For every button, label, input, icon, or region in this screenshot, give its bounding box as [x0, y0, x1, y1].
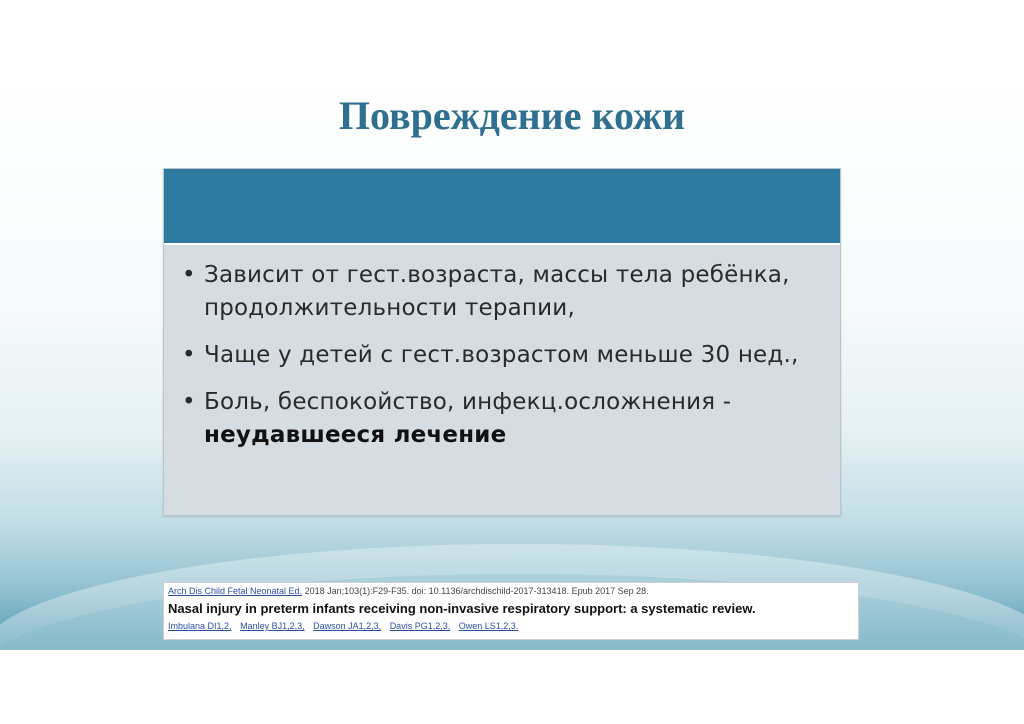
bullet-text: Чаще у детей с гест.возрастом меньше 30 нед.,	[204, 342, 799, 368]
author-link[interactable]: Owen LS1,2,3.	[458, 621, 519, 631]
bullet-list	[182, 259, 822, 466]
bullet-icon: •	[182, 342, 196, 368]
citation-title: Nasal injury in preterm infants receiving non-invasive respiratory support: a systematic review.	[168, 601, 756, 616]
citation-journal-link[interactable]: Arch Dis Child Fetal Neonatal Ed.	[168, 586, 303, 596]
bullet-item	[182, 386, 822, 452]
citation-card	[163, 582, 859, 640]
author-link[interactable]: Manley BJ1,2,3,	[240, 621, 305, 631]
citation-journal-line	[168, 586, 649, 596]
author-link[interactable]: Dawson JA1,2,3,	[313, 621, 382, 631]
bullet-text: Зависит от гест.возраста, массы тела ребёнка, продолжительности терапии,	[204, 262, 790, 321]
content-box-header	[164, 169, 840, 245]
content-box	[163, 168, 841, 516]
slide-title: Повреждение кожи	[338, 93, 686, 138]
bullet-bold-text: неудавшееся лечение	[204, 422, 507, 448]
bullet-item	[182, 339, 822, 372]
citation-authors	[168, 621, 524, 631]
bullet-text: Боль, беспокойство, инфекц.осложнения -	[204, 389, 732, 415]
bullet-item	[182, 259, 822, 325]
slide	[0, 74, 1024, 650]
citation-details: 2018 Jan;103(1):F29-F35. doi: 10.1136/archdischild-2017-313418. Epub 2017 Sep 28.	[302, 586, 649, 596]
author-link[interactable]: Davis PG1,2,3,	[389, 621, 451, 631]
author-link[interactable]: Imbulana DI1,2,	[168, 621, 232, 631]
bullet-icon: •	[182, 389, 196, 415]
bullet-icon: •	[182, 262, 196, 288]
